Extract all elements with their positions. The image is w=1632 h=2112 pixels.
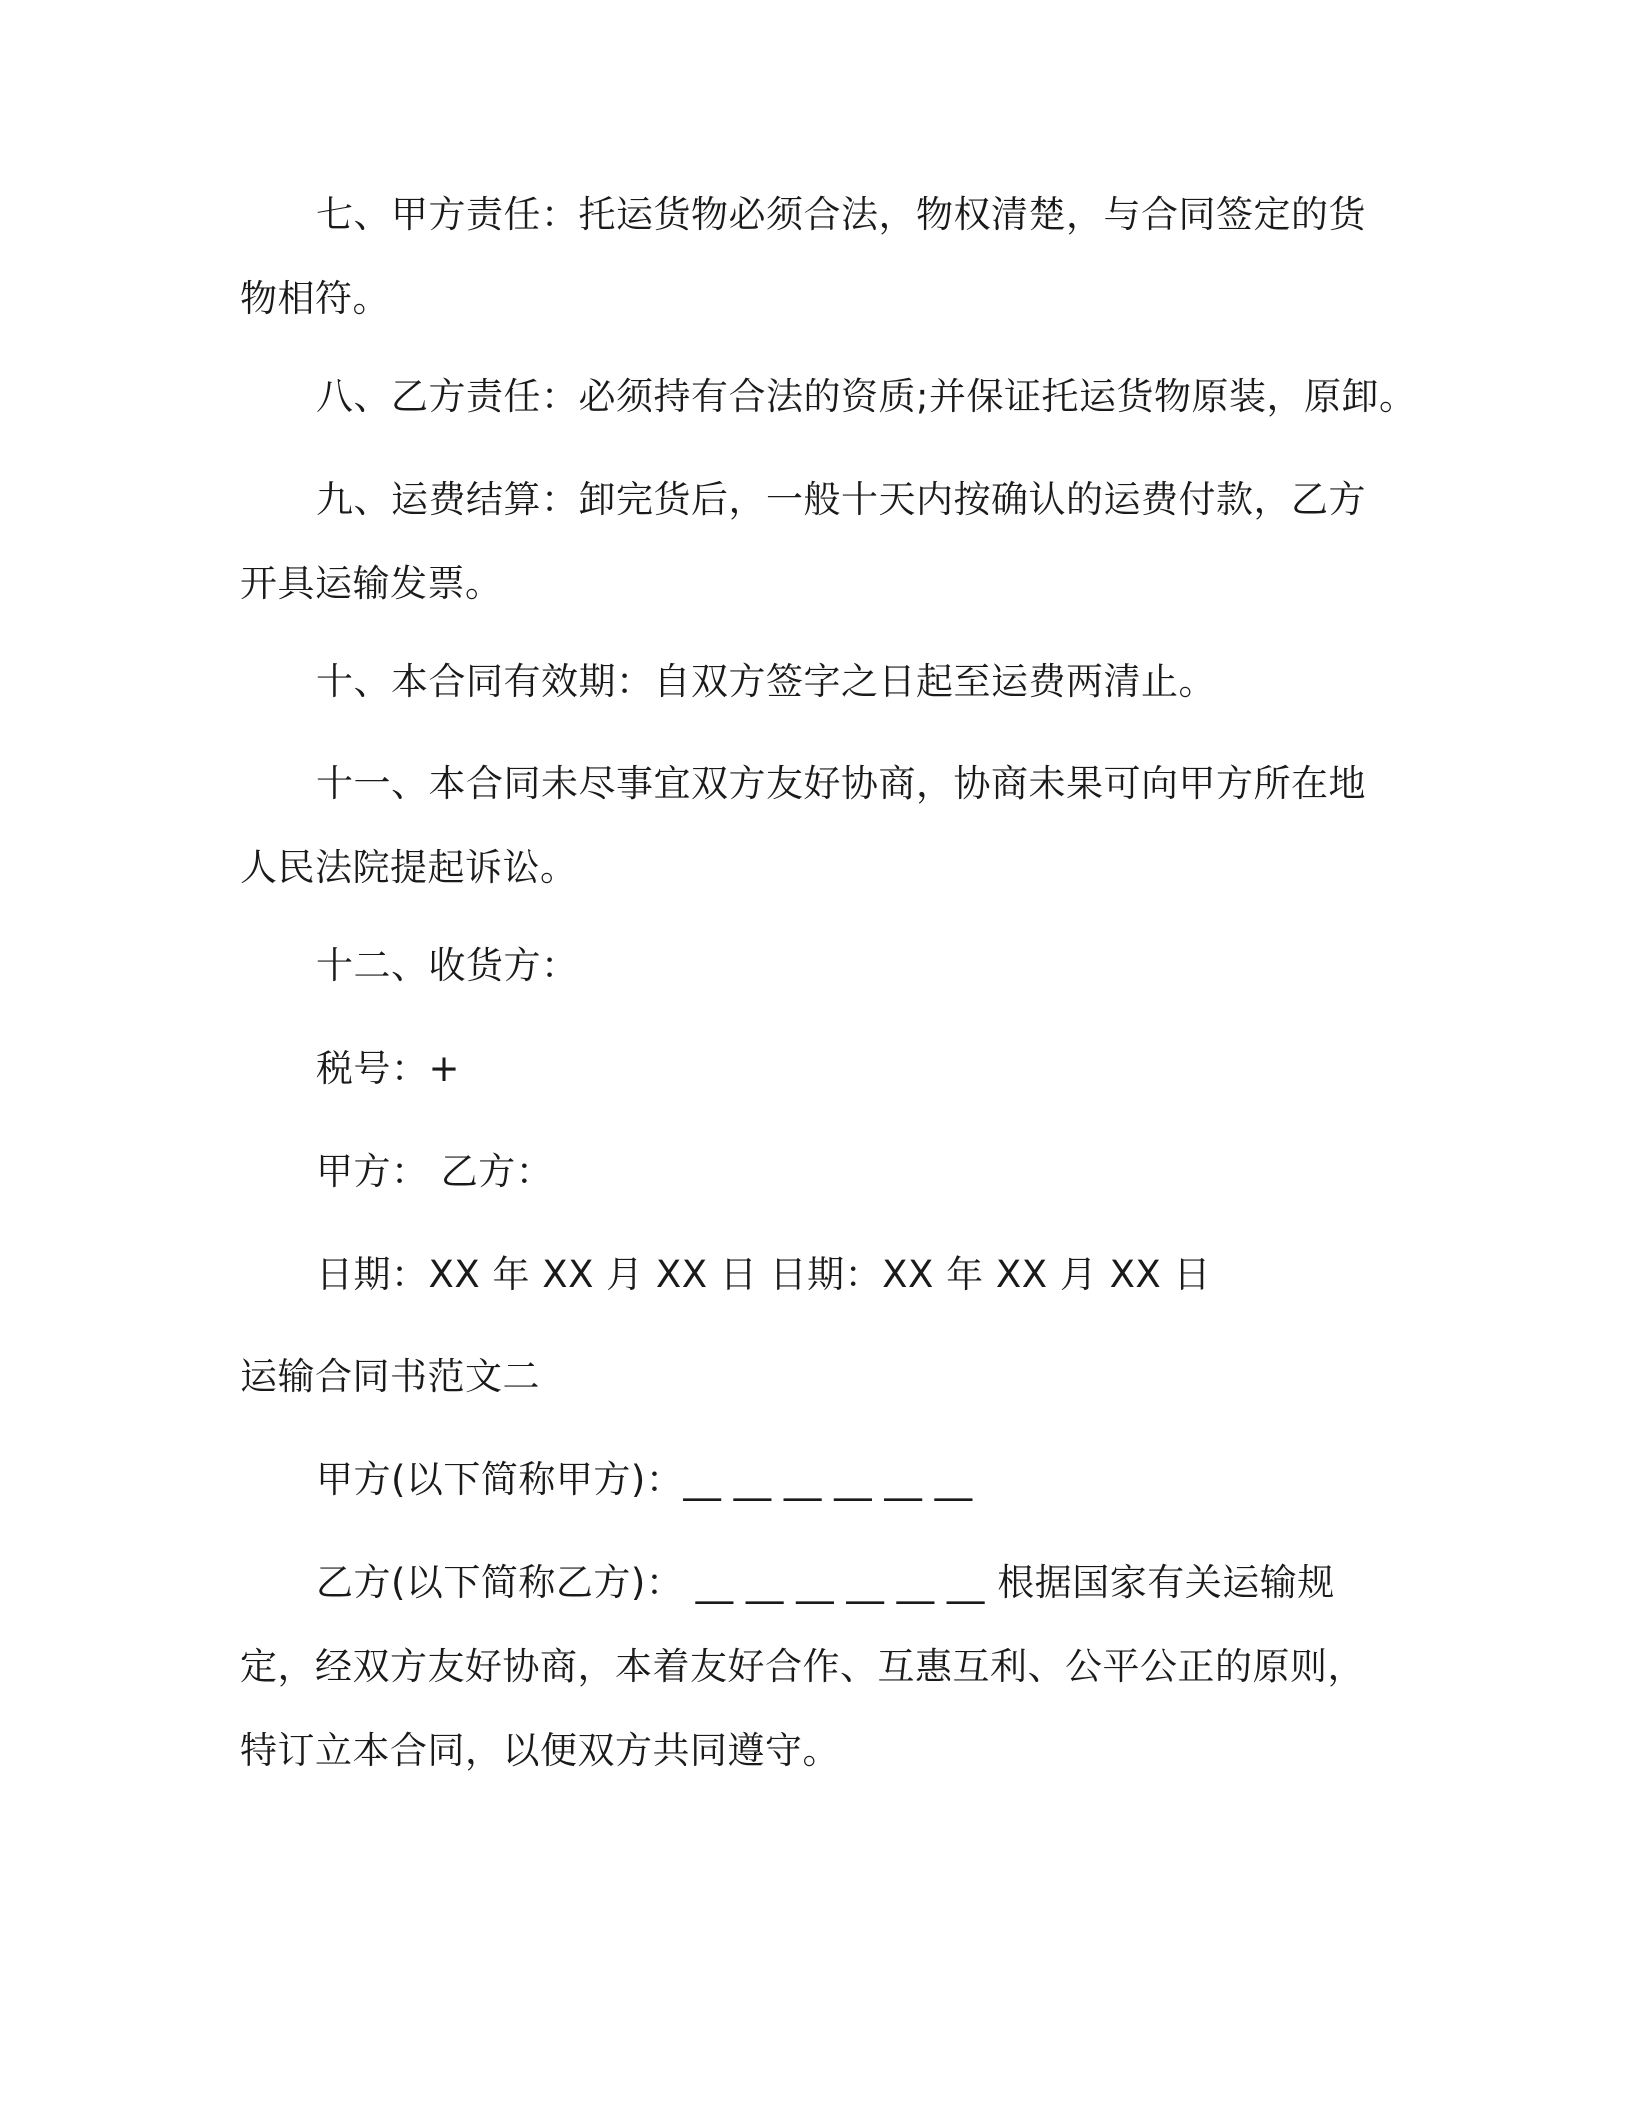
party-signature-line: 甲方： 乙方： (316, 1150, 554, 1193)
party-a-definition: 甲方(以下简称甲方)：__ __ __ __ __ __ (316, 1458, 973, 1501)
tax-number-line: 税号：+ (316, 1047, 461, 1090)
clause-10-validity: 十、本合同有效期：自双方签字之日起至运费两清止。 (316, 660, 1216, 703)
clause-7-party-a-responsibility: 七、甲方责任：托运货物必须合法，物权清楚，与合同签定的货物相符。 (240, 193, 1366, 320)
date-line: 日期：XX 年 XX 月 XX 日 日期：XX 年 XX 月 XX 日 (316, 1253, 1212, 1296)
clause-9-freight-settlement: 九、运费结算：卸完货后，一般十天内按确认的运费付款，乙方开具运输发票。 (240, 478, 1366, 605)
clause-11-disputes: 十一、本合同未尽事宜双方友好协商，协商未果可向甲方所在地人民法院提起诉讼。 (240, 762, 1366, 889)
party-b-definition-preamble: 乙方(以下简称乙方)： __ __ __ __ __ __ 根据国家有关运输规定，经双方友好协商，本着友好合作、互惠互利、公平公正的原则，特订立本合同，以便双方共同遵守。 (240, 1561, 1365, 1772)
clause-8-party-b-responsibility: 八、乙方责任：必须持有合法的资质;并保证托运货物原装，原卸。 (316, 375, 1417, 418)
section-heading-sample-two: 运输合同书范文二 (240, 1355, 540, 1398)
clause-12-consignee: 十二、收货方： (316, 944, 579, 987)
